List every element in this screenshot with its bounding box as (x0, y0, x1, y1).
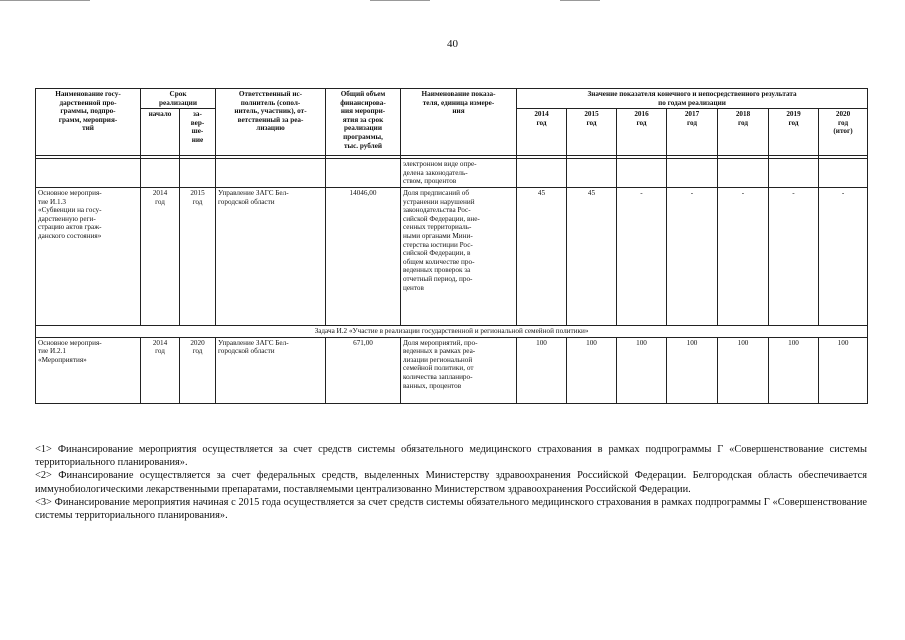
row-responsible: Управление ЗАГС Бел- городской области (216, 187, 326, 325)
row-end: 2015 год (180, 187, 216, 325)
row-responsible (216, 159, 326, 188)
row-value-2020: 100 (819, 337, 868, 403)
row-start (141, 159, 180, 188)
row-value-2017: - (667, 187, 718, 325)
header-row-1 (36, 89, 868, 109)
header-year-2014: 2014 год (517, 109, 567, 156)
row-value-2016: - (617, 187, 667, 325)
task-title: Задача И.2 «Участие в реализации государственной и региональной семейной политики» (36, 325, 868, 337)
row-value-2019 (769, 159, 819, 188)
row-value-2018: - (718, 187, 769, 325)
row-volume (326, 159, 401, 188)
header-responsible: Ответственный ис- полнитель (сопол- нитель, участник), от- ветственный за реа- лизацию (216, 89, 326, 156)
row-value-2015: 100 (567, 337, 617, 403)
header-values-title: Значение показателя конечного и непосредственного результата по годам реализации (517, 89, 868, 109)
row-value-2019: 100 (769, 337, 819, 403)
footnotes (35, 443, 867, 522)
header-year-2016: 2016 год (617, 109, 667, 156)
row-value-2020: - (819, 187, 868, 325)
row-value-2015: 45 (567, 187, 617, 325)
page-number: 40 (447, 38, 458, 50)
row-value-2018: 100 (718, 337, 769, 403)
footnote-3: <3> Финансирование мероприятия начиная с 2015 года осуществляется за счет средств системы обязательного медицинского страхования в рамках подпрограммы Г «Совершенствование системы территориального планирования». (35, 496, 867, 522)
row-value-2017: 100 (667, 337, 718, 403)
table-row (36, 337, 868, 403)
row-indicator: электронном виде опре- делена законодатель- ством, процентов (401, 159, 517, 188)
header-year-2018: 2018 год (718, 109, 769, 156)
header-end: за- вер- ше- ние (180, 109, 216, 156)
header-year-2020: 2020 год (итог) (819, 109, 868, 156)
row-value-2014: 45 (517, 187, 567, 325)
header-indicator: Наименование показа- теля, единица измере- ния (401, 89, 517, 156)
row-value-2014: 100 (517, 337, 567, 403)
row-value-2015 (567, 159, 617, 188)
row-name: Основное мероприя- тие И.1.3 «Субвенции на госу- дарственную реги- страцию актов граж- данского состояния» (36, 187, 141, 325)
indicators-table (35, 88, 868, 404)
row-end: 2020 год (180, 337, 216, 403)
row-start: 2014 год (141, 337, 180, 403)
row-indicator: Доля предписаний об устранении нарушений законодательства Рос- сийской Федерации, вне- сенных территориаль- ными органами Мини- стерства юстиции Рос- сийской Федерации, в общем количестве про- веденных проверок за отчетный период, про- центов (401, 187, 517, 325)
header-year-2015: 2015 год (567, 109, 617, 156)
row-name: Основное мероприя- тие И.2.1 «Мероприятия» (36, 337, 141, 403)
row-value-2019: - (769, 187, 819, 325)
footnote-2: <2> Финансирование осуществляется за счет федеральных средств, выделенных Министерству здравоохранения Российской Федерации. Белгородская область обеспечивается иммунобиологическими лекарственными препаратами, поставляемыми централизованно Министерством здравоохранения Российской Федерации. (35, 470, 867, 495)
table-row (36, 159, 868, 188)
header-year-2019: 2019 год (769, 109, 819, 156)
row-name (36, 159, 141, 188)
footnote-1: <1> Финансирование мероприятия осуществляется за счет средств системы обязательного медицинского страхования в рамках подпрограммы Г «Совершенствование системы территориального планирования». (35, 444, 867, 469)
row-start: 2014 год (141, 187, 180, 325)
row-value-2014 (517, 159, 567, 188)
header-start: начало (141, 109, 180, 156)
header-year-2017: 2017 год (667, 109, 718, 156)
row-value-2017 (667, 159, 718, 188)
row-responsible: Управление ЗАГС Бел- городской области (216, 337, 326, 403)
row-value-2016 (617, 159, 667, 188)
task-row (36, 325, 868, 337)
row-value-2018 (718, 159, 769, 188)
row-indicator: Доля мероприятий, про- веденных в рамках реа- лизации региональной семейной политики, от количества запланиро- ванных, процентов (401, 337, 517, 403)
header-name: Наименование госу- дарственной про- граммы, подпро- грамм, мероприя- тий (36, 89, 141, 156)
header-volume: Общий объем финансирова- ния меропри- ятия за срок реализации программы, тыс. рублей (326, 89, 401, 156)
row-value-2016: 100 (617, 337, 667, 403)
table-row (36, 187, 868, 325)
row-value-2020 (819, 159, 868, 188)
row-volume: 14046,00 (326, 187, 401, 325)
row-volume: 671,00 (326, 337, 401, 403)
header-term: Срок реализации (141, 89, 216, 109)
row-end (180, 159, 216, 188)
